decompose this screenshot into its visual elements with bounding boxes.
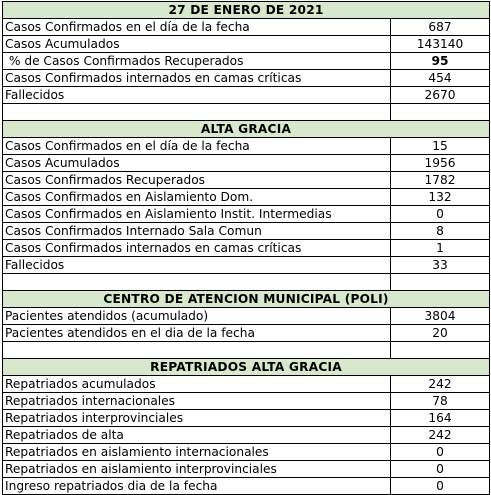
section-title: CENTRO DE ATENCION MUNICIPAL (POLI) — [3, 291, 490, 308]
spacer-cell — [391, 274, 490, 291]
row-value: 1 — [391, 240, 490, 257]
table-row — [3, 138, 490, 155]
row-label: Casos Confirmados internados en camas críticas — [3, 70, 391, 87]
row-value: 95 — [391, 53, 490, 70]
row-label: % de Casos Confirmados Recuperados — [3, 53, 391, 70]
row-value: 1782 — [391, 172, 490, 189]
table-row — [3, 172, 490, 189]
row-value: 0 — [391, 444, 490, 461]
row-value: 20 — [391, 325, 490, 342]
section-header-row — [3, 121, 490, 138]
row-label: Casos Acumulados — [3, 155, 391, 172]
table-row — [3, 376, 490, 393]
row-value: 454 — [391, 70, 490, 87]
row-label: Fallecidos — [3, 87, 391, 104]
row-value: 0 — [391, 478, 490, 495]
table-row — [3, 308, 490, 325]
row-value: 1956 — [391, 155, 490, 172]
row-label: Repatriados en aislamiento internacionales — [3, 444, 391, 461]
table-row — [3, 223, 490, 240]
table-row — [3, 427, 490, 444]
report-wrapper — [2, 1, 489, 495]
spacer-cell — [391, 104, 490, 121]
row-value: 687 — [391, 19, 490, 36]
row-label: Repatriados interprovinciales — [3, 410, 391, 427]
row-value: 78 — [391, 393, 490, 410]
row-label: Fallecidos — [3, 257, 391, 274]
spacer-row — [3, 342, 490, 359]
table-row — [3, 240, 490, 257]
row-value: 143140 — [391, 36, 490, 53]
row-value: 8 — [391, 223, 490, 240]
row-label: Repatriados internacionales — [3, 393, 391, 410]
table-row — [3, 393, 490, 410]
row-label: Repatriados de alta — [3, 427, 391, 444]
table-row — [3, 155, 490, 172]
row-label: Casos Confirmados Recuperados — [3, 172, 391, 189]
table-row — [3, 325, 490, 342]
row-value: 242 — [391, 427, 490, 444]
row-value: 0 — [391, 461, 490, 478]
section-header-row — [3, 359, 490, 376]
row-value: 132 — [391, 189, 490, 206]
row-label: Casos Confirmados en el día de la fecha — [3, 138, 391, 155]
table-row — [3, 257, 490, 274]
table-row — [3, 19, 490, 36]
row-label: Casos Confirmados internados en camas críticas — [3, 240, 391, 257]
row-label: Repatriados acumulados — [3, 376, 391, 393]
table-row — [3, 87, 490, 104]
spacer-cell — [3, 342, 391, 359]
section-title: REPATRIADOS ALTA GRACIA — [3, 359, 490, 376]
spacer-row — [3, 104, 490, 121]
section-header-row — [3, 2, 490, 19]
table-row — [3, 461, 490, 478]
row-label: Repatriados en aislamiento interprovinciales — [3, 461, 391, 478]
section-header-row — [3, 291, 490, 308]
section-title: 27 DE ENERO DE 2021 — [3, 2, 490, 19]
covid-report-table — [2, 1, 490, 495]
spacer-cell — [391, 342, 490, 359]
row-value: 33 — [391, 257, 490, 274]
table-row — [3, 36, 490, 53]
table-row — [3, 444, 490, 461]
row-label: Pacientes atendidos en el dia de la fecha — [3, 325, 391, 342]
table-row — [3, 478, 490, 495]
spacer-cell — [3, 274, 391, 291]
table-row — [3, 410, 490, 427]
row-label: Casos Acumulados — [3, 36, 391, 53]
row-value: 3804 — [391, 308, 490, 325]
row-label: Pacientes atendidos (acumulado) — [3, 308, 391, 325]
row-value: 2670 — [391, 87, 490, 104]
row-value: 164 — [391, 410, 490, 427]
spacer-row — [3, 274, 490, 291]
spacer-cell — [3, 104, 391, 121]
table-row — [3, 206, 490, 223]
row-label: Casos Confirmados en el día de la fecha — [3, 19, 391, 36]
row-value: 15 — [391, 138, 490, 155]
table-row — [3, 53, 490, 70]
row-label: Casos Confirmados Internado Sala Comun — [3, 223, 391, 240]
row-value: 0 — [391, 206, 490, 223]
row-label: Ingreso repatriados dia de la fecha — [3, 478, 391, 495]
row-value: 242 — [391, 376, 490, 393]
row-label: Casos Confirmados en Aislamiento Instit. Intermedias — [3, 206, 391, 223]
section-title: ALTA GRACIA — [3, 121, 490, 138]
table-row — [3, 70, 490, 87]
table-row — [3, 189, 490, 206]
row-label: Casos Confirmados en Aislamiento Dom. — [3, 189, 391, 206]
